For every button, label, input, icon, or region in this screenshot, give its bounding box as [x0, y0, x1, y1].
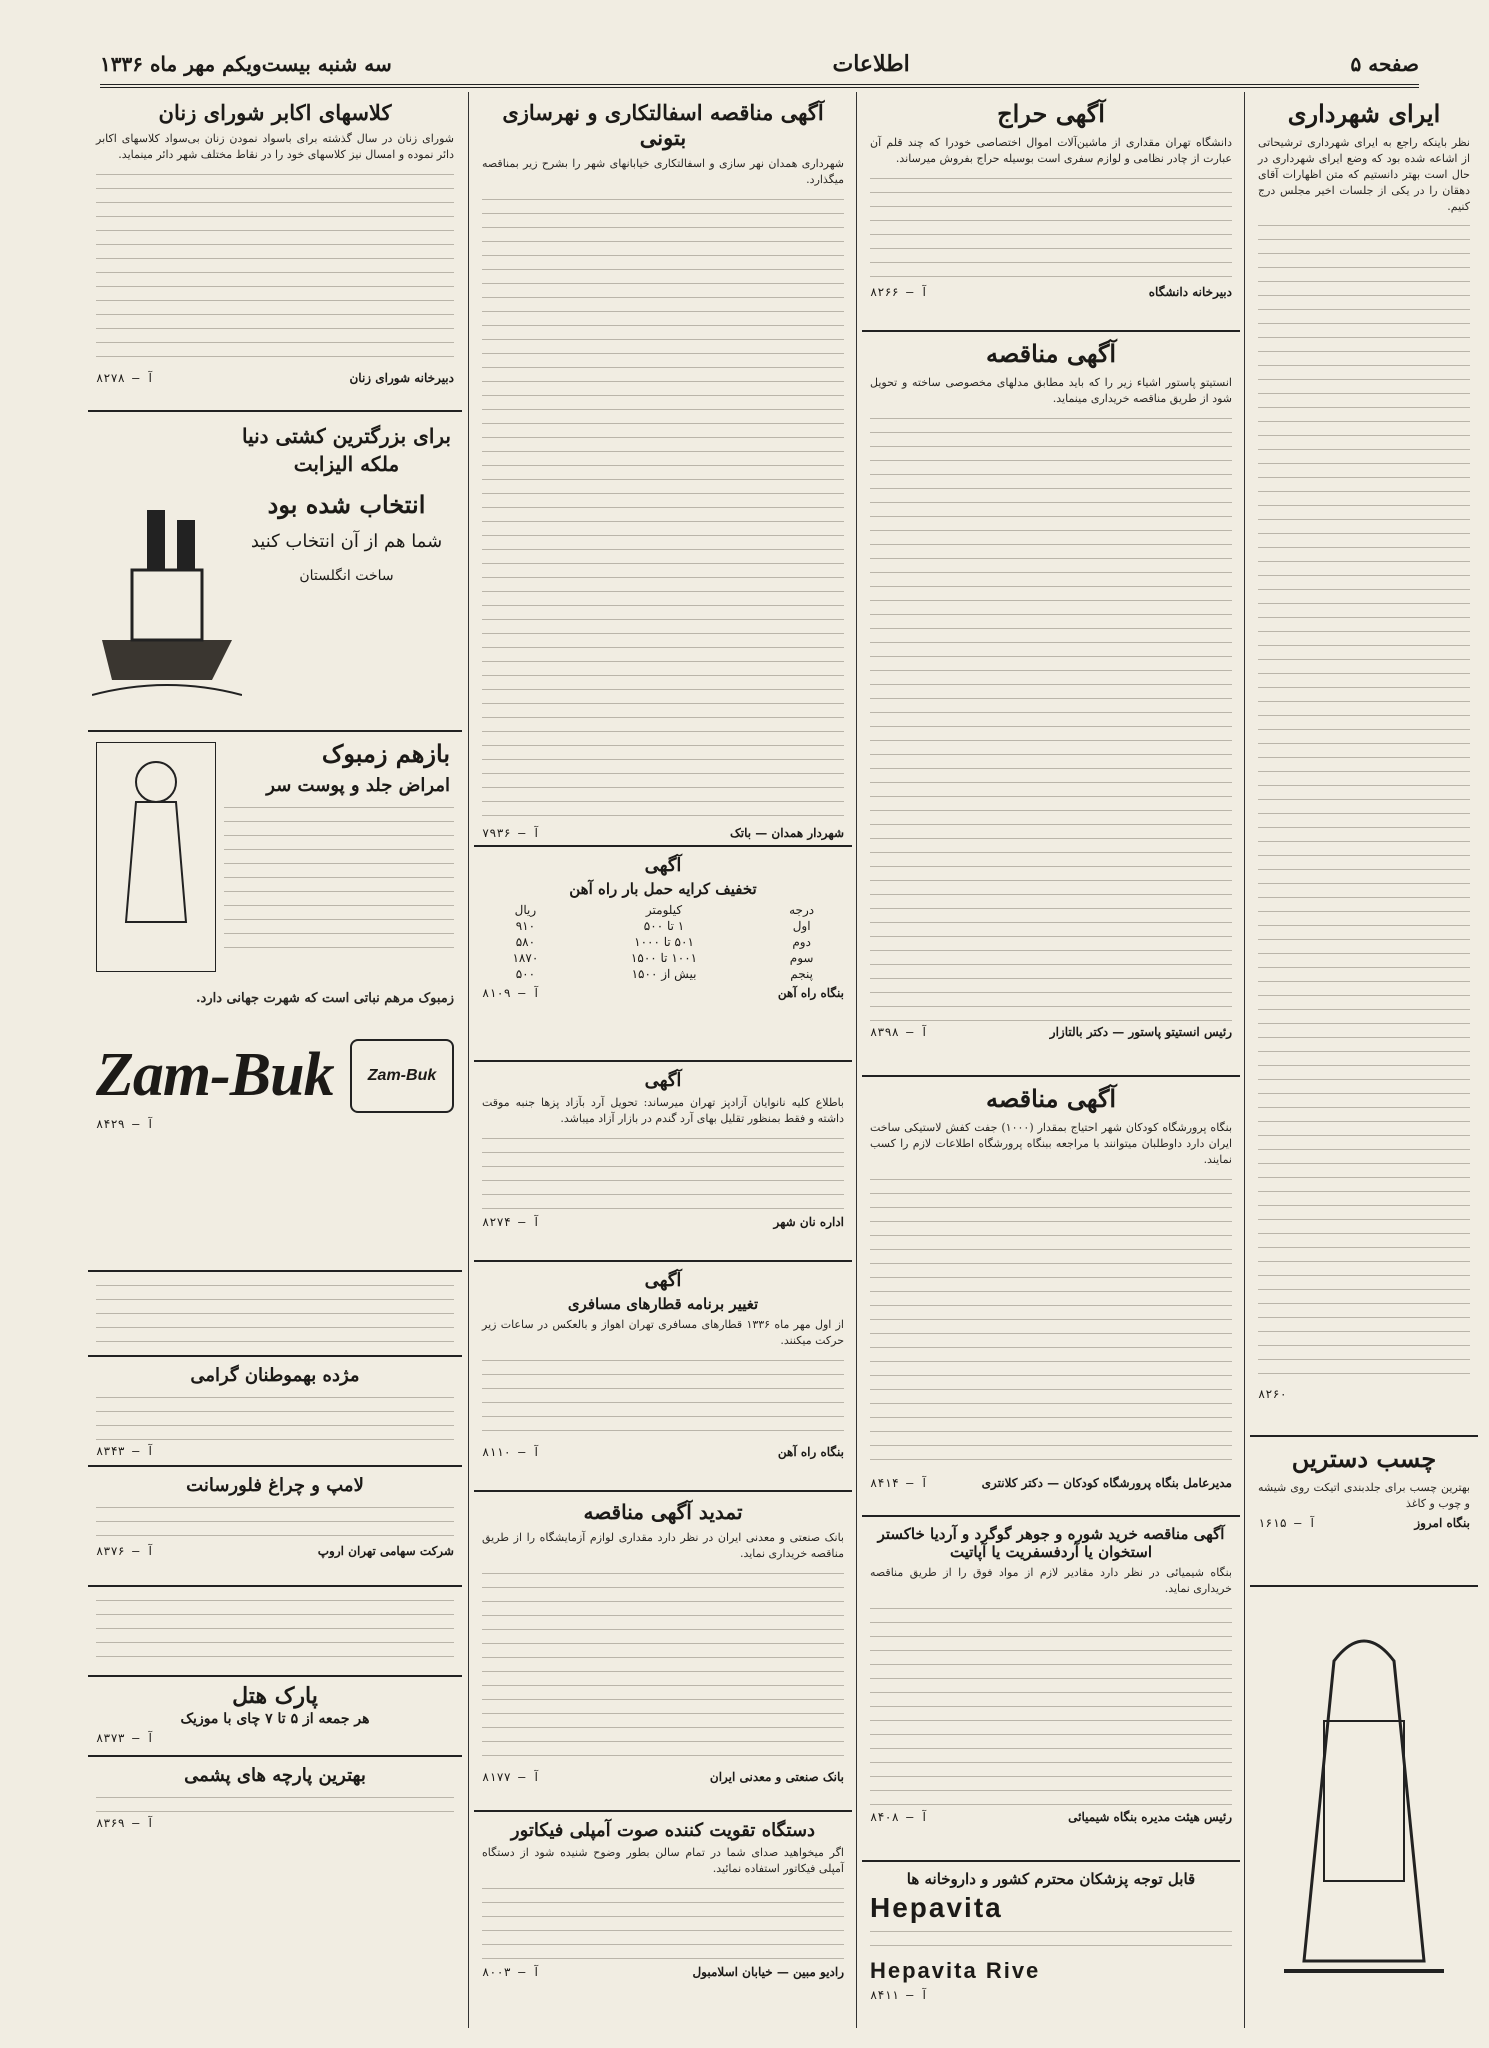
ad-body: بنگاه شیمیائی در نظر دارد مقادیر لازم از مواد فوق را از طریق مناقصه خریداری نماید.: [870, 1566, 1232, 1595]
ad-sign: بنگاه راه آهن: [777, 986, 844, 1000]
ad-hotel: [88, 1677, 462, 1757]
ad-ref: آ — ۸۴۱۱: [870, 1988, 928, 2002]
ad-ref: آ — ۸۳۴۳: [96, 1444, 154, 1458]
ad-ref: آ — ۸۲۶۶: [870, 284, 928, 299]
ad-sign: رئیس هیئت مدیره بنگاه شیمیائی: [1068, 1809, 1232, 1824]
ad-ref: آ — ۸۲۷۴: [482, 1214, 540, 1229]
article-text: [870, 1172, 1232, 1472]
ad-subtitle: تغییر برنامه قطارهای مسافری: [567, 1295, 759, 1313]
column-4: [88, 92, 462, 2028]
article-text: [96, 167, 454, 367]
brand-hepavita-rive: Hepavita Rive: [870, 1958, 1041, 1983]
ship-line-1: برای بزرگترین کشتی دنیا ملکه الیزابت: [241, 424, 451, 476]
ad-title: آگهی: [644, 1270, 682, 1291]
ad-mojde: [88, 1357, 462, 1467]
column-1: [1250, 92, 1478, 2028]
ad-ref: آ — ۸۱۰۹: [482, 986, 540, 1000]
article-text: [96, 1390, 454, 1440]
ad-title: آگهی حراج: [997, 99, 1105, 128]
ad-parche: [88, 1757, 462, 1839]
ad-sign: دبیرخانه شورای زنان: [349, 371, 454, 386]
ad-ref: آ — ۸۱۷۷: [482, 1769, 540, 1784]
ad-misc: [88, 1587, 462, 1677]
zambuk-tin: [350, 1039, 454, 1113]
ad-title: قابل توجه پزشکان محترم کشور و داروخانه ها: [906, 1870, 1196, 1888]
ad-ref: آ — ۸۱۱۰: [482, 1444, 540, 1459]
tin-label: Zam-Buk: [367, 1066, 437, 1084]
ad-body: انستیتو پاستور اشیاء زیر را که باید مطابق مدلهای مخصوصی ساخته و تحویل شود از طریق مناقصه خریداری مینماید.: [870, 375, 1232, 405]
ad-body: بانک صنعتی و معدنی ایران در نظر دارد مقداری لوازم آزمایشگاه را از طریق مناقصه خریداری نماید.: [482, 1531, 844, 1560]
ad-title: آگهی مناقصه: [985, 1084, 1117, 1113]
ad-ref: آ — ۸۳۷۶: [96, 1544, 154, 1558]
ad-ghatar: [474, 1262, 852, 1492]
ad-tamdid: [474, 1492, 852, 1812]
article-text: [482, 1566, 844, 1766]
bottle-illustration: [1264, 1601, 1464, 1981]
ad-title: ایرای شهرداری: [1287, 99, 1441, 128]
ad-monaghese-pasteur: [862, 332, 1240, 1077]
column-3: [474, 92, 852, 2028]
woman-illustration: [96, 742, 216, 972]
ad-title: دستگاه تقویت کننده صوت آمپلی فیکاتور: [510, 1820, 816, 1841]
ad-shop: شرکت سهامی تهران اروپ: [317, 1544, 454, 1558]
ad-body: نظر باینکه راجع به ایرای شهرداری ترشیحاتی از اشاعه شده بود که وضع ایرای شهرداری در حال است بهتر دانستیم که متن اظهارات آقای دهقان را در یکی از جلسات اخیر مجلس درج کنیم.: [1258, 135, 1470, 213]
ad-monaghese-parvareshgah: [862, 1077, 1240, 1517]
ship-line-4: ساخت انگلستان: [299, 568, 394, 584]
article-text: [870, 171, 1232, 281]
ad-body: شورای زنان در سال گذشته برای باسواد نمودن زنان بی‌سواد کلاسهای اکابر دائر نموده و امسال نیز کلاسهای خود را در نقاط مختلف شهر دائر مینماید.: [96, 132, 454, 162]
ad-body: باطلاع کلیه نانوایان آزادپز تهران میرساند: تحویل آرد بآزاد پزها جنبه موقت داشته و فقط بمنظور تقلیل بهای آرد گندم در بازار آزاد میباشد.: [482, 1096, 844, 1125]
brand-hepavita: Hepavita: [870, 1892, 1003, 1923]
ad-haraj: [862, 92, 1240, 332]
ad-edare: [1250, 92, 1478, 1437]
ad-sign: مدیرعامل بنگاه پرورشگاه کودکان — دکتر کلانتری: [981, 1475, 1232, 1490]
ad-shop: رادیو مبین — خیابان اسلامبول: [692, 1964, 844, 1979]
ad-asfalt: [474, 92, 852, 847]
ad-ref: آ — ۸۲۷۸: [96, 371, 154, 386]
article-text: [482, 1131, 844, 1211]
ad-title: تمدید آگهی مناقصه: [583, 1500, 743, 1524]
ad-body: اگر میخواهید صدای شما در تمام سالن بطور وضوح شنیده شود از دستگاه آمپلی فیکاتور استفاده نمائید.: [482, 1846, 844, 1875]
ad-seda: [474, 1812, 852, 2027]
newspaper-name: اطلاعات: [832, 51, 910, 77]
ad-shop: بنگاه امروز: [1414, 1515, 1470, 1530]
ad-sign: اداره نان شهر: [773, 1214, 844, 1229]
ad-title: بهترین پارچه های پشمی: [184, 1765, 366, 1786]
ad-title: مژده بهموطنان گرامی: [190, 1365, 360, 1386]
ad-ref: آ — ۸۴۰۸: [870, 1809, 928, 1824]
ad-sign: شهردار همدان — باتک: [730, 826, 844, 841]
ad-illustration: [1250, 1587, 1478, 1997]
issue-date: سه شنبه بیست‌ویکم مهر ماه ۱۳۳۶: [100, 52, 392, 76]
ad-title: کلاسهای اکابر شورای زنان: [158, 100, 392, 125]
ad-title: لامپ و چراغ فلورسانت: [186, 1475, 364, 1496]
ad-body: دانشگاه تهران مقداری از ماشین‌آلات اموال اختصاصی خودرا که چند قلم آن عبارت از چادر نظامی و لوازم سفری است بوسیله حراج بفروش میرساند.: [870, 135, 1232, 165]
article-text: [870, 1924, 1232, 1958]
ad-title: آگهی: [644, 855, 682, 876]
ad-ref: آ — ۸۰۰۳: [482, 1964, 540, 1979]
ad-ref: آ — ۸۳۷۳: [96, 1731, 154, 1746]
article-text: [224, 800, 454, 960]
ad-small-notice: [88, 1272, 462, 1357]
ad-chasb: [1250, 1437, 1478, 1587]
article-text: [870, 1601, 1232, 1806]
ad-body: از اول مهر ماه ۱۳۳۶ قطارهای مسافری تهران اهواز و بالعکس در ساعات زیر حرکت میکنند.: [482, 1318, 844, 1347]
page-number: صفحه ۵: [1350, 52, 1419, 76]
ad-ref: آ — ۸۳۶۹: [96, 1816, 154, 1830]
brand-zambuk: Zam-Buk: [96, 1041, 334, 1110]
ad-body: زمبوک مرهم نباتی است که شهرت جهانی دارد.: [196, 990, 454, 1006]
ad-kelas: [88, 92, 462, 412]
ad-hepavita: [862, 1862, 1240, 2022]
article-text: [482, 1353, 844, 1441]
ad-naan: [474, 1062, 852, 1262]
ad-subtitle: تخفیف کرایه حمل بار راه آهن: [569, 880, 757, 898]
article-text: [96, 1278, 454, 1343]
article-text: [482, 1881, 844, 1961]
article-text: [96, 1500, 454, 1540]
ad-sign: بانک صنعتی و معدنی ایران: [709, 1769, 844, 1784]
ad-ref: آ — ۸۴۱۴: [870, 1475, 928, 1490]
ship-line-3: شما هم از آن انتخاب کنید: [250, 531, 443, 552]
ad-title: آگهی مناقصه خرید شوره و جوهر گوگرد و آردیا خاکستر استخوان یا آردفسفریت یا آپاتیت: [877, 1525, 1225, 1561]
ad-monaghese-shimiyai: [862, 1517, 1240, 1862]
ship-illustration: [92, 420, 242, 720]
ad-body: شهرداری همدان نهر سازی و اسفالتکاری خیابانهای شهر را بشرح زیر بمناقصه میگذارد.: [482, 157, 844, 187]
ad-rahahan: [474, 847, 852, 1062]
tariff-table: درجه کیلومتر ریال اول ۱ تا ۵۰۰ ۹۱۰ دوم ۵۰۱ تا ۱۰۰۰ ۵۸۰ سوم ۱۰۰۱ تا ۱۵۰۰ ۱۸۷۰ پنجم بیش از ۱۵۰۰ ۵۰۰: [512, 903, 815, 981]
ad-sign: بنگاه راه آهن: [777, 1444, 844, 1459]
ad-body: هر جمعه از ۵ تا ۷ چای با موزیک: [180, 1711, 370, 1728]
column-2: [862, 92, 1240, 2028]
ad-body: بنگاه پرورشگاه کودکان شهر احتیاج بمقدار (۱۰۰۰) جفت کفش لاستیکی ساخت ایران دارد داوطلبان میتوانند با مراجعه ببنگاه پرورشگاه اطلاعات لازم را کسب نمایند.: [870, 1120, 1233, 1166]
ad-title: آگهی: [644, 1070, 682, 1091]
ad-title: آگهی مناقصه اسفالتکاری و نهرسازی بتونی: [502, 100, 824, 151]
article-text: [870, 411, 1232, 1021]
ad-title: چسب دستریں: [1291, 1444, 1437, 1473]
ad-body: بهترین چسب برای جلدبندی اتیکت روی شیشه و چوب و کاغذ: [1258, 1480, 1470, 1510]
ad-title: پارک هتل: [232, 1683, 318, 1709]
ad-ref: آ — ۸۴۲۹: [96, 1116, 154, 1131]
article-text: [96, 1790, 454, 1812]
article-text: [482, 192, 844, 822]
ad-zambuk: [88, 732, 462, 1272]
ad-sign: دبیرخانه دانشگاه: [1148, 284, 1232, 299]
masthead: [100, 44, 1419, 88]
ad-subtitle: امراض جلد و پوست سر: [266, 774, 450, 796]
ad-ship: [88, 412, 462, 732]
ad-title: آگهی مناقصه: [985, 339, 1117, 368]
ad-ref: آ — ۷۹۳۶: [482, 826, 540, 841]
ad-sign: رئیس انستیتو پاستور — دکتر بالتازار: [1049, 1024, 1232, 1039]
ad-ref: ۸۲۶۰: [1258, 1387, 1287, 1402]
ad-title: بازهم زمبوک: [321, 739, 450, 768]
article-text: [96, 1593, 454, 1663]
ad-ref: آ — ۸۳۹۸: [870, 1024, 928, 1039]
ad-ref: آ — ۱۶۱۵: [1258, 1515, 1316, 1530]
ad-lamp: [88, 1467, 462, 1587]
article-text: [1258, 218, 1470, 1383]
ship-line-2: انتخاب شده بود: [267, 490, 426, 519]
